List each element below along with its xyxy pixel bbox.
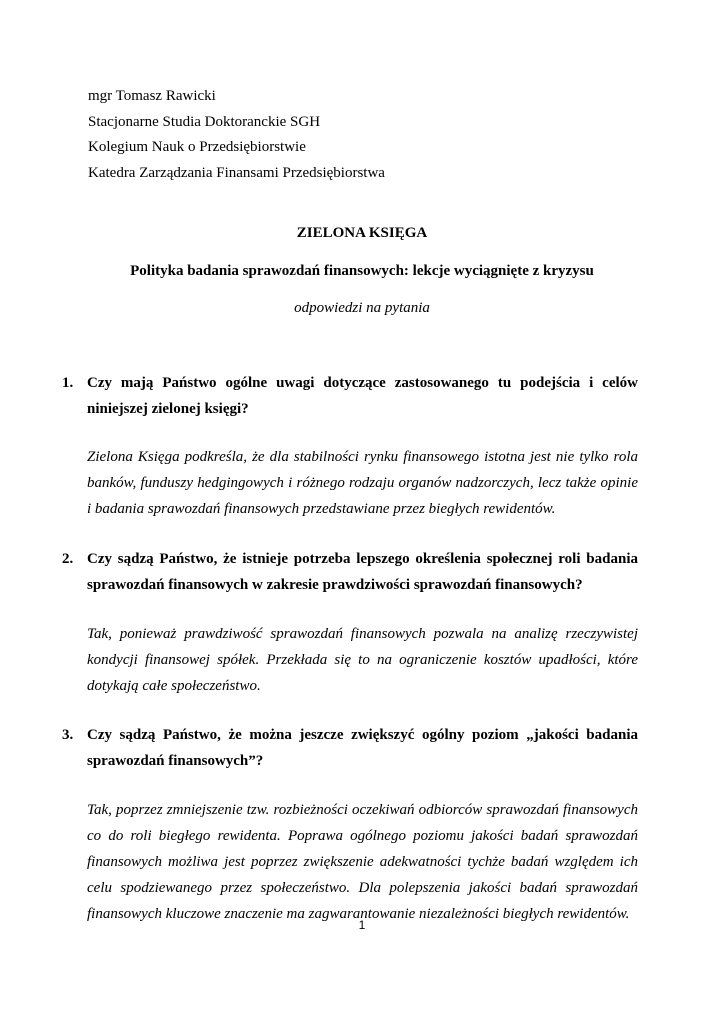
- question-text: Czy sądzą Państwo, że istnieje potrzeba lepszego określenia społecznej roli badania sprawozdań finansowych w zakresie prawdziwości sprawozdań finansowych?: [87, 551, 638, 593]
- author-name: mgr Tomasz Rawicki: [88, 88, 216, 104]
- document-title: ZIELONA KSIĘGA: [296, 225, 428, 241]
- page-number: 1: [358, 918, 366, 932]
- author-department: Katedra Zarządzania Finansami Przedsiębiorstwa: [88, 164, 385, 181]
- question-text: Czy sądzą Państwo, że można jeszcze zwiększyć ogólny poziom „jakości badania sprawozdań finansowych”?: [87, 727, 638, 769]
- document-note: odpowiedzi na pytania: [294, 300, 430, 316]
- question-text: Czy mają Państwo ogólne uwagi dotyczące zastosowanego tu podejścia i celów niniejszej zielonej księgi?: [87, 375, 638, 417]
- question-2: [62, 546, 638, 598]
- question-3: [62, 722, 638, 774]
- question-number: 3.: [62, 727, 74, 743]
- author-block: [88, 84, 385, 186]
- answer-3: Tak, poprzez zmniejszenie tzw. rozbieżności oczekiwań odbiorców sprawozdań finansowych co do roli biegłego rewidenta. Poprawa ogólnego poziomu jakości badań sprawozdań finansowych możliwa jest poprzez zwiększenie adekwatności tychże badań względem ich celu spodziewanego przez społeczeństwo. Dla polepszenia jakości badań sprawozdań finansowych kluczowe znaczenie ma zagwarantowanie niezależności biegłych rewidentów.: [87, 802, 638, 922]
- document-subtitle: Polityka badania sprawozdań finansowych: lekcje wyciągnięte z kryzysu: [130, 263, 594, 279]
- question-number: 1.: [62, 375, 74, 391]
- question-number: 2.: [62, 551, 74, 567]
- answer-1: Zielona Księga podkreśla, że dla stabilności rynku finansowego istotna jest nie tylko rola banków, funduszy hedgingowych i różnego rodzaju organów nadzorczych, lecz także opinie i badania sprawozdań finansowych przedstawiane przez biegłych rewidentów.: [87, 449, 638, 517]
- author-program: Stacjonarne Studia Doktoranckie SGH: [88, 113, 321, 130]
- question-1: [62, 370, 638, 422]
- answer-2: Tak, ponieważ prawdziwość sprawozdań finansowych pozwala na analizę rzeczywistej kondycji finansowej spółek. Przekłada się to na ograniczenie kosztów upadłości, które dotykają całe społeczeństwo.: [87, 626, 638, 694]
- author-college: Kolegium Nauk o Przedsiębiorstwie: [88, 139, 306, 155]
